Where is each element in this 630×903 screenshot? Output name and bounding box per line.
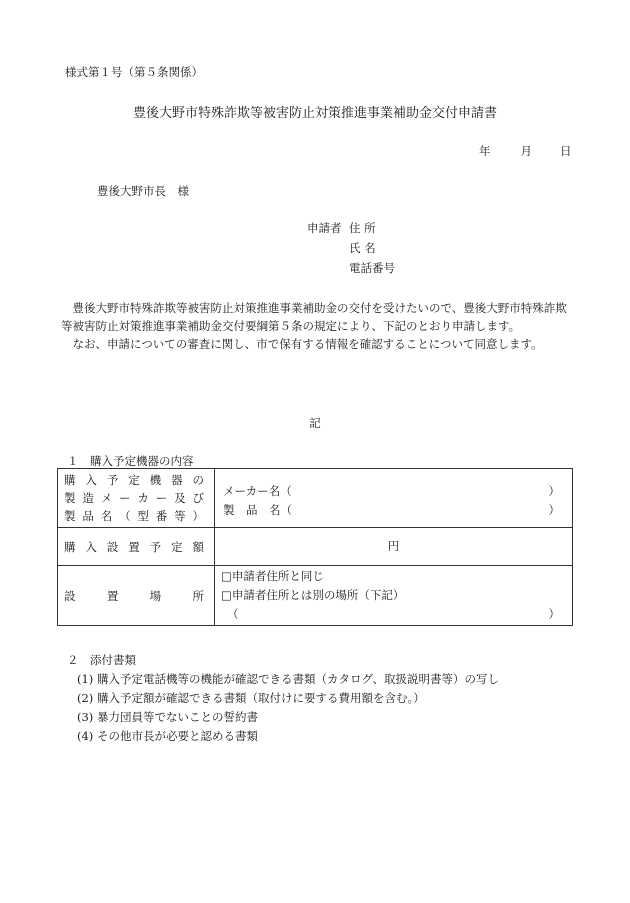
page-title: 豊後大野市特殊詐欺等被害防止対策推進事業補助金交付申請書 (132, 106, 497, 121)
applicant-block (307, 223, 427, 283)
yen-unit: 円 (387, 538, 400, 553)
statement-paragraph-1: 豊後大野市特殊詐欺等被害防止対策推進事業補助金の交付を受けたいので、豊後大野市特殊詐欺等被害防止対策推進事業補助金交付要綱第５条の規定により、下記のとおり申請します。 (61, 301, 567, 333)
device-label-line: 製品名（型番等） (64, 509, 204, 523)
date-day: 日 (560, 144, 572, 158)
device-label-line: 購入予定機器の (64, 473, 204, 487)
applicant-name-label: 氏 名 (349, 241, 376, 255)
product-name-label: 製 品 名（ (223, 503, 292, 517)
amount-label: 購入設置予定額 (64, 539, 204, 554)
device-label-line: 製造メーカー及び (64, 491, 204, 505)
option-other-address-checkbox[interactable]: □申請者住所とは別の場所（下記） (221, 588, 405, 602)
maker-close-paren: ） (548, 484, 560, 498)
date-month: 月 (520, 144, 532, 158)
table-row-location (58, 566, 573, 626)
location-label-cell (58, 566, 215, 626)
device-table (57, 468, 573, 626)
ki-heading: 記 (309, 416, 321, 430)
location-close-paren: ） (548, 607, 560, 621)
option-same-address-checkbox[interactable]: □申請者住所と同じ (221, 569, 324, 583)
applicant-phone-label: 電話番号 (349, 261, 395, 275)
statement-paragraph-2: なお、申請についての審査に関し、市で保有する情報を確認することについて同意します。 (72, 337, 543, 351)
table-row-device (58, 469, 573, 528)
location-value-cell (215, 566, 573, 626)
applicant-label: 申請者 (307, 221, 342, 235)
attachment-item-3: (3) 暴力団員等でないことの誓約書 (77, 710, 258, 724)
section-1-heading: １ 購入予定機器の内容 (67, 454, 194, 468)
table-row-amount (58, 528, 573, 566)
date-line (479, 146, 572, 158)
device-value-cell[interactable] (215, 469, 573, 528)
location-label: 設置場所 (64, 588, 204, 603)
product-close-paren: ） (548, 503, 560, 517)
amount-value-cell[interactable] (215, 528, 573, 566)
device-label-cell (58, 469, 215, 528)
applicant-address-label: 住 所 (349, 221, 376, 235)
maker-name-label: メーカー名（ (223, 484, 292, 498)
attachment-item-1: (1) 購入予定電話機等の機能が確認できる書類（カタログ、取扱説明書等）の写し (77, 672, 499, 686)
section-2-heading: ２ 添付書類 (67, 653, 136, 667)
attachment-item-4: (4) その他市長が必要と認める書類 (77, 729, 258, 743)
attachment-item-2: (2) 購入予定額が確認できる書類（取付けに要する費用額を含む。） (77, 691, 425, 705)
amount-label-cell (58, 528, 215, 566)
form-number: 様式第１号（第５条関係） (65, 65, 203, 79)
date-year: 年 (479, 144, 491, 158)
addressee: 豊後大野市長 様 (97, 184, 189, 198)
location-open-paren[interactable]: （ (227, 607, 239, 621)
application-statement (61, 299, 573, 353)
